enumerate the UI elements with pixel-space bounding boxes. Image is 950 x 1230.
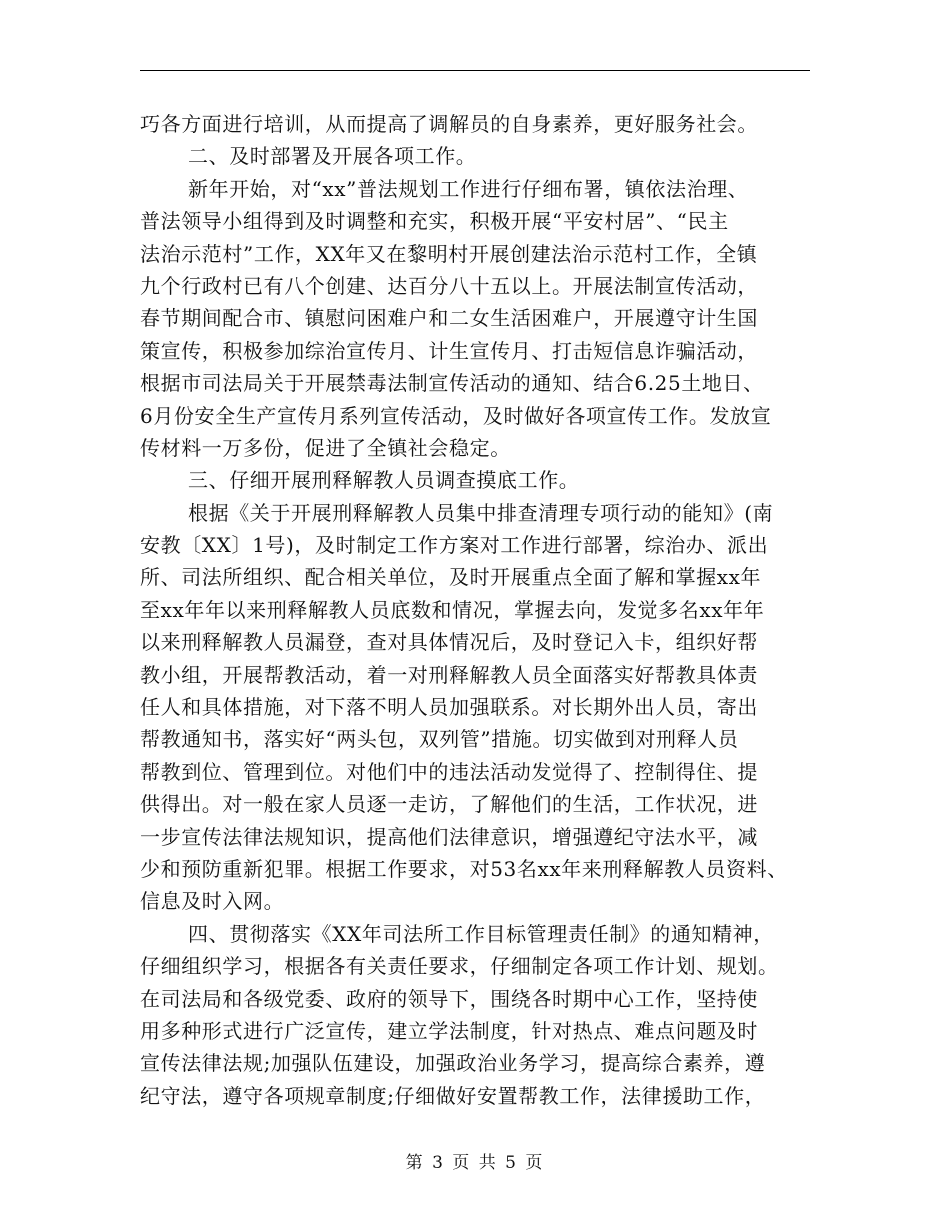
text-line: 根据市司法局关于开展禁毒法制宣传活动的通知、结合6.25土地日、 bbox=[140, 371, 764, 396]
text-line: 安教〔XX〕1号)，及时制定工作方案对工作进行部署，综治办、派出 bbox=[140, 533, 769, 558]
paragraph-first-line: 四、贯彻落实《XX年司法所工作目标管理责任制》的通知精神， bbox=[188, 921, 774, 946]
text-line: 帮教到位、管理到位。对他们中的违法活动发觉得了、控制得住、提 bbox=[140, 759, 758, 784]
text-line: 纪守法，遵守各项规章制度;仔细做好安置帮教工作，法律援助工作， bbox=[140, 1083, 766, 1108]
text-line: 少和预防重新犯罪。根据工作要求，对53名xx年来刑释解教人员资料、 bbox=[140, 856, 788, 881]
text-line: 教小组，开展帮教活动，着一对刑释解教人员全面落实好帮教具体责 bbox=[140, 662, 758, 687]
text-line: 普法领导小组得到及时调整和充实，积极开展“平安村居”、“民主 bbox=[140, 209, 729, 234]
document-body bbox=[140, 108, 830, 1112]
text-line: 用多种形式进行广泛宣传，建立学法制度，针对热点、难点问题及时 bbox=[140, 1018, 758, 1043]
paragraph-first-line: 新年开始，对“xx”普法规划工作进行仔细布署，镇依法治理、 bbox=[188, 176, 749, 201]
text-line: 巧各方面进行培训，从而提高了调解员的自身素养，更好服务社会。 bbox=[140, 112, 758, 136]
text-line: 仔细组织学习，根据各有关责任要求，仔细制定各项工作计划、规划。 bbox=[140, 954, 779, 979]
header-rule bbox=[140, 70, 810, 71]
text-line: 策宣传，积极参加综治宣传月、计生宣传月、打击短信息诈骗活动， bbox=[140, 338, 758, 363]
text-line: 所、司法所组织、配合相关单位，及时开展重点全面了解和掌握xx年 bbox=[140, 565, 762, 590]
text-line: 春节期间配合市、镇慰问困难户和二女生活困难户，开展遵守计生国 bbox=[140, 306, 758, 331]
text-line: 任人和具体措施，对下落不明人员加强联系。对长期外出人员，寄出 bbox=[140, 695, 758, 720]
text-line: 以来刑释解教人员漏登，查对具体情况后，及时登记入卡，组织好帮 bbox=[140, 630, 758, 655]
text-line: 至xx年年以来刑释解教人员底数和情况，掌握去向，发觉多名xx年年 bbox=[140, 597, 765, 622]
paragraph-first-line: 三、仔细开展刑释解教人员调查摸底工作。 bbox=[188, 468, 580, 493]
paragraph-first-line: 根据《关于开展刑释解教人员集中排查清理专项行动的能知》(南 bbox=[188, 500, 774, 525]
text-line: 一步宣传法律法规知识，提高他们法律意识，增强遵纪守法水平，减 bbox=[140, 824, 758, 849]
text-line: 6月份安全生产宣传月系列宣传活动，及时做好各项宣传工作。发放宣 bbox=[140, 403, 772, 428]
text-line: 法治示范村”工作，XX年又在黎明村开展创建法治示范村工作，全镇 bbox=[140, 241, 758, 266]
text-line: 宣传法律法规;加强队伍建设，加强政治业务学习，提高综合素养，遵 bbox=[140, 1051, 766, 1076]
text-line: 九个行政村已有八个创建、达百分八十五以上。开展法制宣传活动， bbox=[140, 273, 758, 298]
text-line: 供得出。对一般在家人员逐一走访，了解他们的生活，工作状况，进 bbox=[140, 792, 758, 817]
text-line: 帮教通知书，落实好“两头包，双列管”措施。切实做到对刑释人员 bbox=[140, 727, 739, 752]
page-number-footer: 第 3 页 共 5 页 bbox=[405, 1153, 545, 1173]
text-line: 在司法局和各级党委、政府的领导下，围绕各时期中心工作，坚持使 bbox=[140, 986, 758, 1011]
text-line: 传材料一万多份，促进了全镇社会稳定。 bbox=[140, 435, 511, 460]
paragraph-first-line: 二、及时部署及开展各项工作。 bbox=[188, 144, 477, 169]
text-line: 信息及时入网。 bbox=[140, 889, 285, 914]
